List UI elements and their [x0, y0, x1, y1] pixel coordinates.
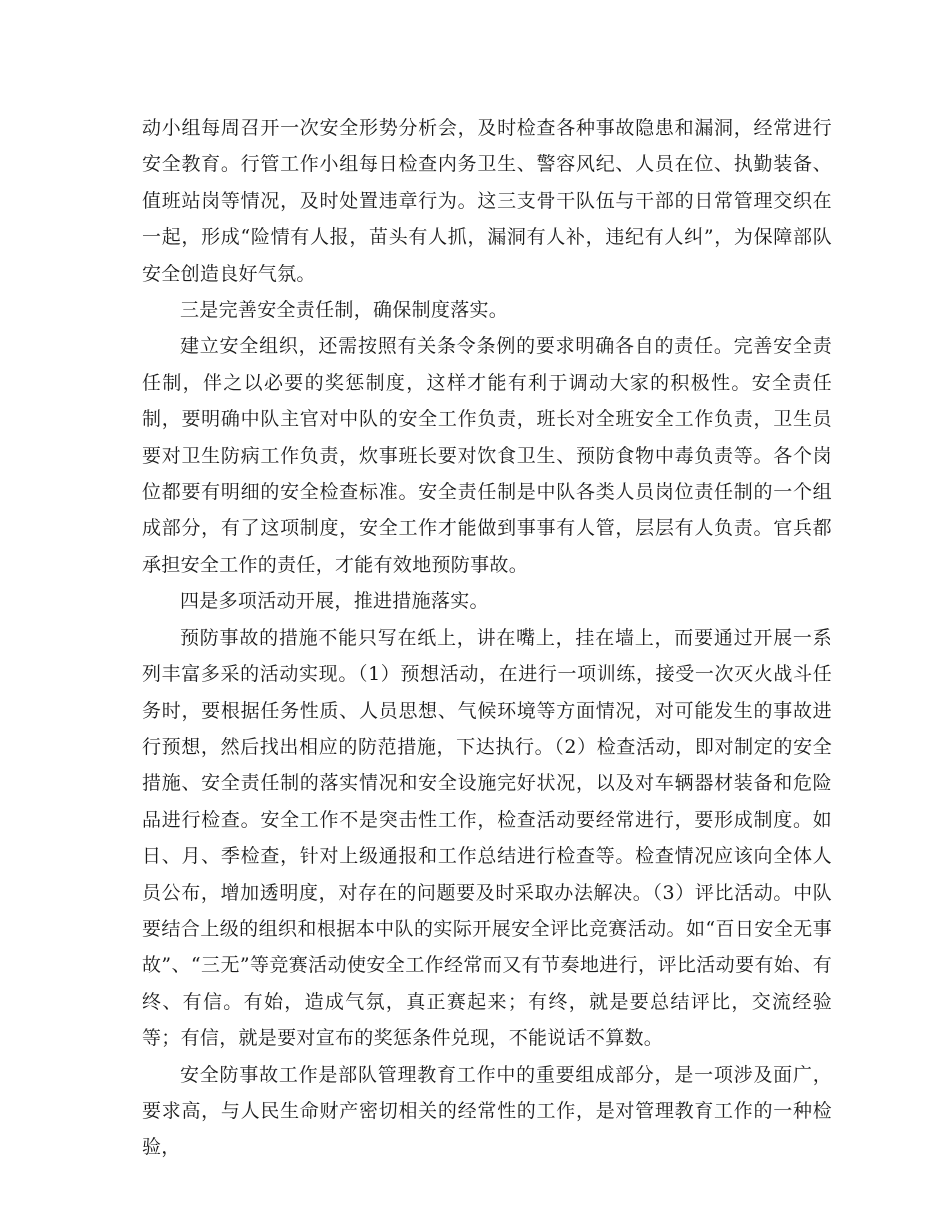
- paragraph-responsibility: 建立安全组织，还需按照有关条令条例的要求明确各自的责任。完善安全责任制，伴之以必要的奖惩制度，这样才能有利于调动大家的积极性。安全责任制，要明确中队主官对中队的安全工作负责，班长对全班安全工作负责，卫生员要对卫生防病工作负责，炊事班长要对饮食卫生、预防食物中毒负责等。各个岗位都要有明细的安全检查标准。安全责任制是中队各类人员岗位责任制的一个组成部分，有了这项制度，安全工作才能做到事事有人管，层层有人负责。官兵都承担安全工作的责任，才能有效地预防事故。: [142, 335, 832, 576]
- section-heading-four: 四是多项活动开展，推进措施落实。: [180, 590, 489, 613]
- paragraph-continuation: 动小组每周召开一次安全形势分析会，及时检查各种事故隐患和漏洞，经常进行安全教育。行管工作小组每日检查内务卫生、警容风纪、人员在位、执勤装备、值班站岗等情况，及时处置违章行为。这三支骨干队伍与干部的日常管理交织在一起，形成“险情有人报，苗头有人抓，漏洞有人补，违纪有人纠”，为保障部队安全创造良好气氛。: [142, 117, 832, 285]
- section-heading-three: 三是完善安全责任制，确保制度落实。: [180, 299, 509, 322]
- paragraph-activities: 预防事故的措施不能只写在纸上，讲在嘴上，挂在墙上，而要通过开展一系列丰富多采的活动实现。（1）预想活动，在进行一项训练，接受一次灭火战斗任务时，要根据任务性质、人员思想、气候环境等方面情况，对可能发生的事故进行预想，然后找出相应的防范措施，下达执行。（2）检查活动，即对制定的安全措施、安全责任制的落实情况和安全设施完好状况，以及对车辆器材装备和危险品进行检查。安全工作不是突击性工作，检查活动要经常进行，要形成制度。如日、月、季检查，针对上级通报和工作总结进行检查等。检查情况应该向全体人员公布，增加透明度，对存在的问题要及时采取办法解决。（3）评比活动。中队要结合上级的组织和根据本中队的实际开展安全评比竞赛活动。如“百日安全无事故”、“三无”等竞赛活动使安全工作经常而又有节奏地进行，评比活动要有始、有终、有信。有始，造成气氛，真正赛起来；有终，就是要总结评比，交流经验等；有信，就是要对宣布的奖惩条件兑现，不能说话不算数。: [142, 626, 832, 1050]
- paragraph-conclusion: 安全防事故工作是部队管理教育工作中的重要组成部分，是一项涉及面广，要求高，与人民生命财产密切相关的经常性的工作，是对管理教育工作的一种检验，: [142, 1063, 832, 1159]
- document-body: [142, 110, 832, 1166]
